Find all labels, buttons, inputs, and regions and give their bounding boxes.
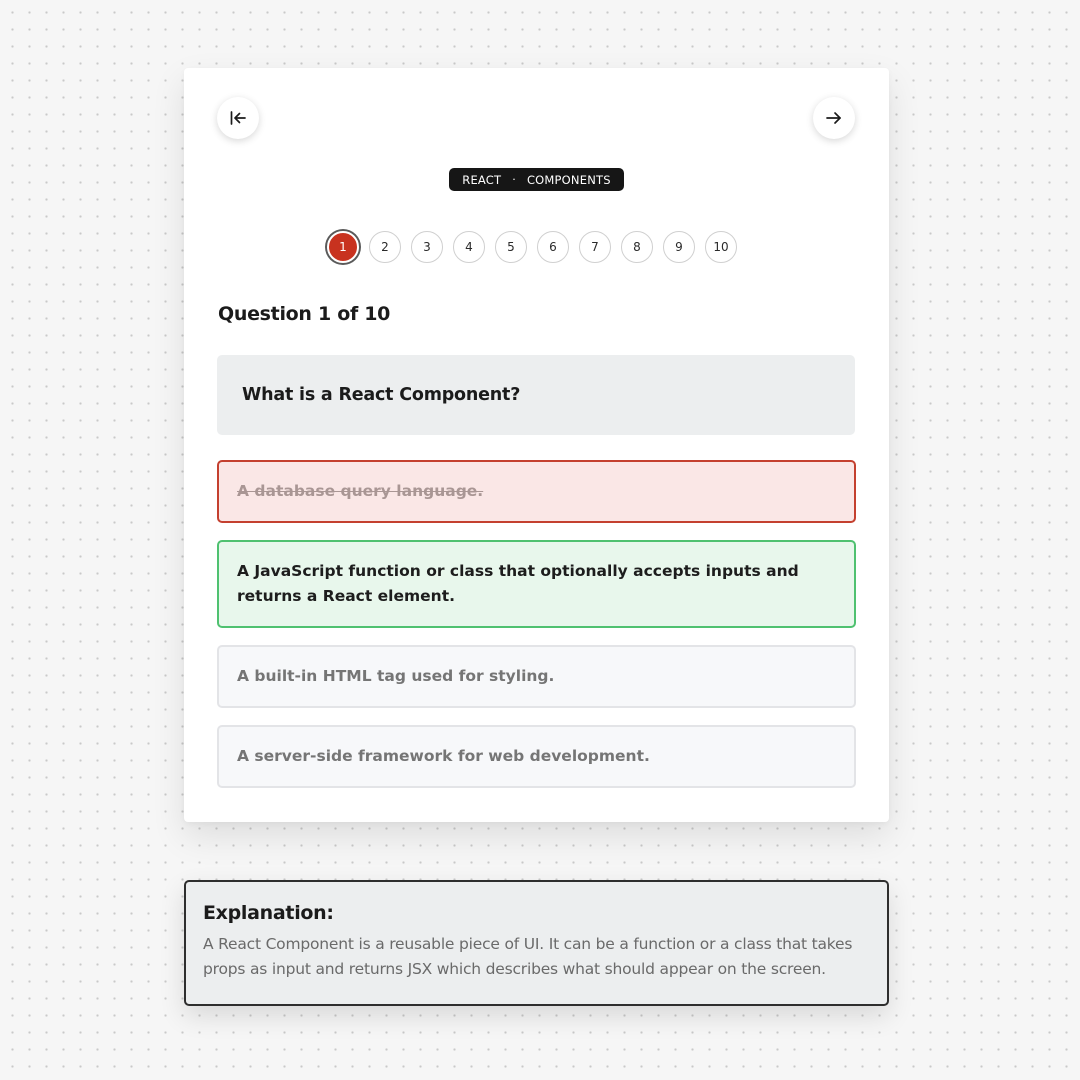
step-8[interactable]: 8 xyxy=(621,231,653,263)
arrow-right-icon xyxy=(824,108,844,128)
tag-separator: · xyxy=(512,173,516,186)
question-text: What is a React Component? xyxy=(242,385,521,405)
step-5[interactable]: 5 xyxy=(495,231,527,263)
step-7[interactable]: 7 xyxy=(579,231,611,263)
topic-label: REACT xyxy=(462,172,502,187)
step-2[interactable]: 2 xyxy=(369,231,401,263)
answer-option[interactable] xyxy=(217,725,856,788)
first-question-button[interactable] xyxy=(217,97,259,139)
explanation-panel xyxy=(184,880,889,1006)
answer-option-text: A database query language. xyxy=(237,482,484,500)
explanation-text: A React Component is a reusable piece of UI. It can be a function or a class that takes props as input and returns JSX which describes what should appear on the screen. xyxy=(203,935,853,978)
step-4[interactable]: 4 xyxy=(453,231,485,263)
answer-option-text: A JavaScript function or class that optionally accepts inputs and returns a React element. xyxy=(237,562,799,605)
arrow-left-to-bar-icon xyxy=(228,108,248,128)
explanation-title: Explanation: xyxy=(203,902,334,924)
subtopic-label: COMPONENTS xyxy=(526,172,611,187)
quiz-card xyxy=(184,68,889,822)
answer-option-text: A server-side framework for web development. xyxy=(237,747,650,765)
step-1[interactable]: 1 xyxy=(327,231,359,263)
answer-option-correct[interactable] xyxy=(217,540,856,628)
step-3[interactable]: 3 xyxy=(411,231,443,263)
question-stepper xyxy=(327,231,747,263)
step-6[interactable]: 6 xyxy=(537,231,569,263)
step-10[interactable]: 10 xyxy=(705,231,737,263)
step-9[interactable]: 9 xyxy=(663,231,695,263)
question-box xyxy=(217,355,855,435)
answer-option-text: A built-in HTML tag used for styling. xyxy=(237,667,555,685)
answer-option[interactable] xyxy=(217,645,856,708)
question-counter: Question 1 of 10 xyxy=(218,303,391,325)
next-question-button[interactable] xyxy=(813,97,855,139)
topic-tag xyxy=(449,168,624,191)
answer-option-wrong[interactable] xyxy=(217,460,856,523)
